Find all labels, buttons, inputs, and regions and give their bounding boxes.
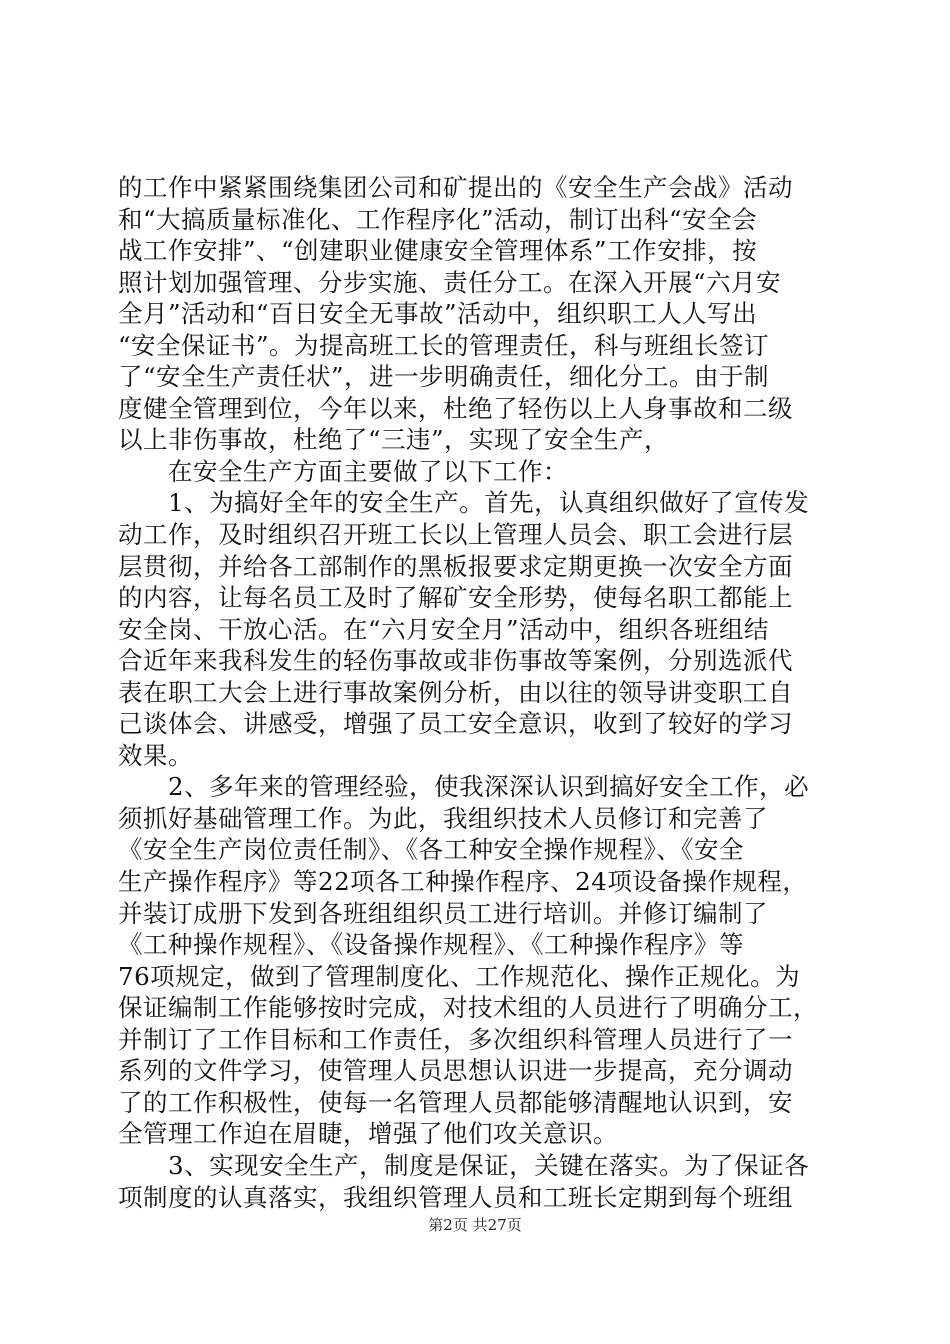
text-line: 己谈体会、讲感受，增强了员工安全意识，收到了较好的学习: [118, 709, 793, 739]
text-line: 《工种操作规程》、《设备操作规程》、《工种操作程序》等: [118, 930, 744, 960]
text-line: 照计划加强管理、分步实施、责任分工。在深入开展“六月安: [118, 267, 782, 297]
text-line: 全管理工作迫在眉睫，增强了他们攻关意识。: [118, 1119, 618, 1149]
text-line: 安全岗、干放心活。在“六月安全月”活动中，组织各班组结: [118, 614, 770, 644]
page-number-footer: 第2页 共27页: [428, 1216, 522, 1234]
text-line: 战工作安排”、“创建职业健康安全管理体系”工作安排，按: [118, 236, 758, 266]
text-line: 《安全生产岗位责任制》、《各工种安全操作规程》、《安全: [118, 835, 744, 865]
text-line: 项制度的认真落实，我组织管理人员和工班长定期到每个班组: [118, 1182, 793, 1212]
text-line: 表在职工大会上进行事故案例分析，由以往的领导讲变职工自: [118, 677, 793, 707]
text-line: 1、为搞好全年的安全生产。首先，认真组织做好了宣传发: [118, 488, 810, 518]
text-line: 在安全生产方面主要做了以下工作：: [118, 456, 568, 486]
text-line: 和“大搞质量标准化、工作程序化”活动，制订出科“安全会: [118, 204, 758, 234]
text-line: 须抓好基础管理工作。为此，我组织技术人员修订和完善了: [118, 803, 768, 833]
text-line: 合近年来我科发生的轻伤事故或非伤事故等案例，分别选派代: [118, 646, 793, 676]
text-line: 以上非伤事故，杜绝了“三违”，实现了安全生产，: [118, 425, 670, 455]
text-line: 的内容，让每名员工及时了解矿安全形势，使每名职工都能上: [118, 583, 793, 613]
text-line: “安全保证书”。为提高班工长的管理责任，科与班组长签订: [118, 330, 770, 360]
text-line: 了的工作积极性，使每一名管理人员都能够清醒地认识到，安: [118, 1087, 793, 1117]
text-line: 并装订成册下发到各班组组织员工进行培训。并修订编制了: [118, 898, 768, 928]
text-line: 了“安全生产责任状”，进一步明确责任，细化分工。由于制: [118, 362, 770, 392]
text-line: 保证编制工作能够按时完成，对技术组的人员进行了明确分工，: [118, 993, 818, 1023]
text-line: 生产操作程序》等22项各工种操作程序、24项设备操作规程，: [118, 867, 808, 897]
text-line: 动工作，及时组织召开班工长以上管理人员会、职工会进行层: [118, 520, 793, 550]
text-line: 全月”活动和“百日安全无事故”活动中，组织职工人人写出: [118, 299, 758, 329]
document-body: [118, 172, 838, 1213]
text-line: 并制订了工作目标和工作责任，多次组织科管理人员进行了一: [118, 1024, 793, 1054]
text-line: 系列的文件学习，使管理人员思想认识进一步提高，充分调动: [118, 1056, 793, 1086]
text-line: 度健全管理到位，今年以来，杜绝了轻伤以上人身事故和二级: [118, 393, 793, 423]
text-line: 76项规定，做到了管理制度化、工作规范化、操作正规化。为: [118, 961, 801, 991]
text-line: 的工作中紧紧围绕集团公司和矿提出的《安全生产会战》活动: [118, 173, 793, 202]
text-line: 3、实现安全生产，制度是保证，关键在落实。为了保证各: [118, 1150, 810, 1180]
text-line: 层贯彻，并给各工部制作的黑板报要求定期更换一次安全方面: [118, 551, 793, 581]
text-line: 效果。: [118, 740, 193, 770]
text-line: 2、多年来的管理经验，使我深深认识到搞好安全工作，必: [118, 772, 810, 802]
